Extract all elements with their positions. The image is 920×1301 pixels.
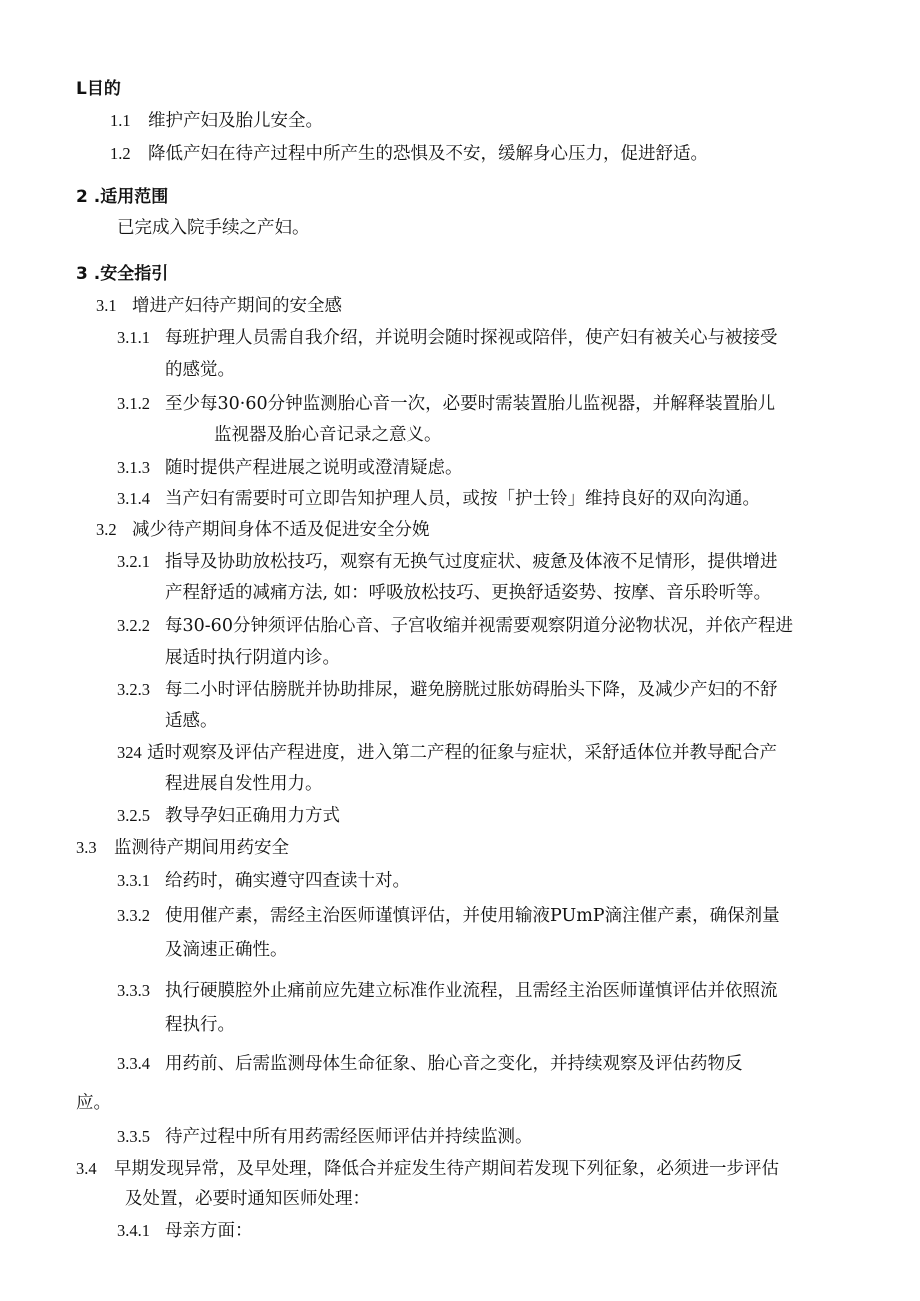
item-3-3-2 <box>117 904 780 928</box>
item-text: 至少每30·60分钟监测胎心音一次，必要时需装置胎儿监视器，并解释装置胎儿 <box>165 394 776 414</box>
item-number: 3.2 <box>96 520 117 539</box>
item-3-2-4-cont: 程进展自发性用力。 <box>165 774 323 794</box>
item-number: 3.4 <box>76 1159 97 1178</box>
item-3-3-2-cont: 及滴速正确性。 <box>165 940 288 960</box>
item-text: 增进产妇待产期间的安全感 <box>132 296 342 316</box>
item-3-3-3 <box>117 979 778 1003</box>
item-text: 降低产妇在待产过程中所产生的恐惧及不安，缓解身心压力，促进舒适。 <box>148 144 708 164</box>
item-number: 3.4.1 <box>117 1221 150 1240</box>
item-3-1-2-cont: 监视器及胎心音记录之意义。 <box>214 425 442 445</box>
item-number: 3.3.4 <box>117 1054 150 1073</box>
item-3-2-3 <box>117 678 778 702</box>
item-3-3 <box>76 836 289 860</box>
item-text: 执行硬膜腔外止痛前应先建立标准作业流程，且需经主治医师谨慎评估并依照流 <box>165 981 778 1001</box>
item-number: 3.2.5 <box>117 806 150 825</box>
item-3-2-2-cont: 展适时执行阴道内诊。 <box>165 648 340 668</box>
item-text: 给药时，确实遵守四查读十对。 <box>165 871 410 891</box>
item-3-3-3-cont: 程执行。 <box>165 1015 235 1035</box>
item-text: 随时提供产程进展之说明或澄清疑虑。 <box>165 458 463 478</box>
item-3-3-1 <box>117 869 410 893</box>
item-3-3-4-cont: 应。 <box>76 1093 111 1113</box>
item-text: 当产妇有需要时可立即告知护理人员，或按「护士铃」维持良好的双向沟通。 <box>165 489 760 509</box>
item-number: 3.2.3 <box>117 680 150 699</box>
item-3-2-5 <box>117 804 340 828</box>
item-text: 监测待产期间用药安全 <box>114 838 289 858</box>
item-text: 每二小时评估膀胱并协助排尿，避免膀胱过胀妨碍胎头下降，及减少产妇的不舒 <box>165 680 778 700</box>
item-3-1-1-cont: 的感觉。 <box>165 360 235 380</box>
item-number: 3.3.1 <box>117 871 150 890</box>
item-3-2 <box>96 518 430 542</box>
item-3-1-4 <box>117 487 760 511</box>
item-3-2-2 <box>117 614 793 638</box>
item-number: 1.2 <box>110 144 131 163</box>
item-3-4 <box>76 1157 779 1181</box>
item-text: 教导孕妇正确用力方式 <box>165 806 340 826</box>
item-3-3-4 <box>117 1052 743 1076</box>
item-number: 3.3.3 <box>117 981 150 1000</box>
section-3-heading: 3 .安全指引 <box>76 264 169 284</box>
item-number: 3.1.2 <box>117 394 150 413</box>
item-3-2-3-cont: 适感。 <box>165 711 218 731</box>
item-number: 3.1.4 <box>117 489 150 508</box>
item-number: 3.3.5 <box>117 1127 150 1146</box>
item-3-1-3 <box>117 456 463 480</box>
item-3-2-4 <box>117 741 777 765</box>
item-3-2-1 <box>117 550 778 574</box>
section-1-heading: L目的 <box>76 79 121 99</box>
item-number: 3.1.1 <box>117 328 150 347</box>
item-number: 3.2.1 <box>117 552 150 571</box>
item-number: 3.3.2 <box>117 906 150 925</box>
section-2-body: 已完成入院手续之产妇。 <box>117 218 310 238</box>
item-3-1-2 <box>117 392 775 416</box>
item-text: 每30-60分钟须评估胎心音、子宫收缩并视需要观察阴道分泌物状况，并依产程进 <box>165 616 793 636</box>
item-3-4-1 <box>117 1219 253 1243</box>
item-text: 适时观察及评估产程进度，进入第二产程的征象与症状，采舒适体位并教导配合产 <box>147 743 777 763</box>
item-text: 用药前、后需监测母体生命征象、胎心音之变化，并持续观察及评估药物反 <box>165 1054 743 1074</box>
item-3-3-5 <box>117 1125 533 1149</box>
item-text: 维护产妇及胎儿安全。 <box>148 111 323 131</box>
item-number: 3.3 <box>76 838 97 857</box>
item-1-1 <box>110 109 323 133</box>
item-number: 1.1 <box>110 111 131 130</box>
item-text: 早期发现异常，及早处理，降低合并症发生待产期间若发现下列征象，必须进一步评估 <box>114 1159 779 1179</box>
section-2-heading: 2 .适用范围 <box>76 187 169 207</box>
item-3-1 <box>96 294 342 318</box>
item-number: 3.1.3 <box>117 458 150 477</box>
item-text: 每班护理人员需自我介绍，并说明会随时探视或陪伴，使产妇有被关心与被接受 <box>165 328 778 348</box>
item-number: 3.1 <box>96 296 117 315</box>
item-text: 母亲方面： <box>165 1221 253 1241</box>
item-3-1-1 <box>117 326 778 350</box>
item-3-4-cont: 及处置，必要时通知医师处理： <box>125 1189 370 1209</box>
item-number: 324 <box>117 743 142 762</box>
item-number: 3.2.2 <box>117 616 150 635</box>
item-1-2 <box>110 142 708 166</box>
item-3-2-1-cont: 产程舒适的减痛方法, 如：呼吸放松技巧、更换舒适姿势、按摩、音乐聆听等。 <box>165 583 772 603</box>
item-text: 待产过程中所有用药需经医师评估并持续监测。 <box>165 1127 533 1147</box>
item-text: 使用催产素，需经主治医师谨慎评估，并使用输液PUmP滴注催产素，确保剂量 <box>165 906 780 926</box>
item-text: 指导及协助放松技巧，观察有无换气过度症状、疲惫及体液不足情形，提供增进 <box>165 552 778 572</box>
item-text: 减少待产期间身体不适及促进安全分娩 <box>132 520 430 540</box>
